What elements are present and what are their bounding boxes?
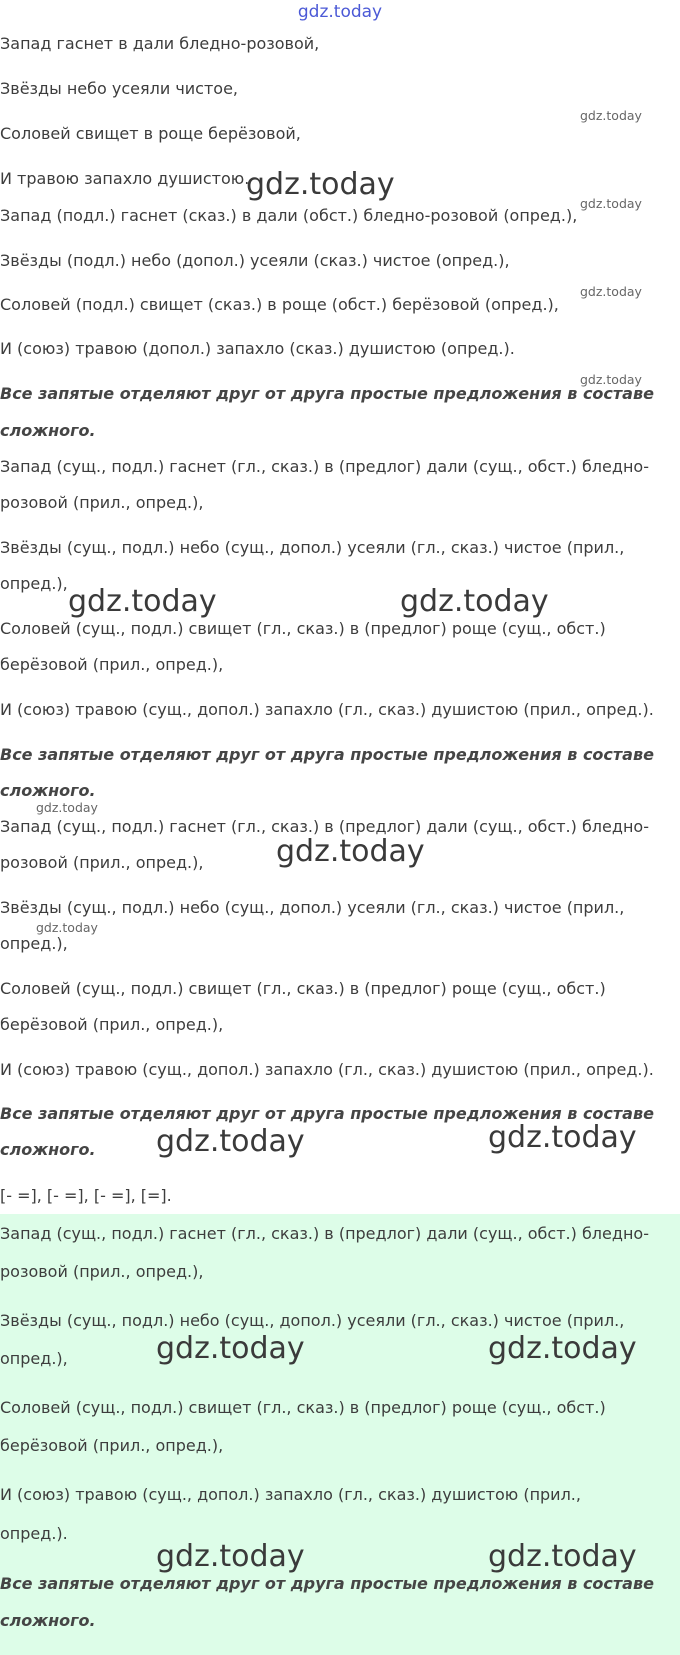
parse-line: И (союз) травою (допол.) запахло (сказ.) душистою (опред.). (0, 339, 515, 358)
parse-line: Соловей (сущ., подл.) свищет (гл., сказ.) в (предлог) роще (сущ., обст.) (0, 979, 606, 998)
watermark: gdz.today (580, 372, 642, 387)
note-text: Все запятые отделяют друг от друга простые предложения в составе (0, 745, 654, 764)
parse-line: Соловей (сущ., подл.) свищет (гл., сказ.) в (предлог) роще (сущ., обст.) (0, 619, 606, 638)
parse-line: Звёзды (сущ., подл.) небо (сущ., допол.) усеяли (гл., сказ.) чистое (прил., (0, 898, 625, 917)
note-text: сложного. (0, 781, 96, 800)
parse-line: И (союз) травою (сущ., допол.) запахло (гл., сказ.) душистою (прил., опред.). (0, 700, 654, 719)
parse-line: розовой (прил., опред.), (0, 1262, 204, 1281)
watermark: gdz.today (276, 834, 425, 869)
parse-line: розовой (прил., опред.), (0, 493, 204, 512)
parse-line: берёзовой (прил., опред.), (0, 1015, 224, 1034)
parse-line: Звёзды (подл.) небо (допол.) усеяли (сказ.) чистое (опред.), (0, 251, 510, 270)
parse-line: И (союз) травою (сущ., допол.) запахло (гл., сказ.) душистою (прил., (0, 1485, 581, 1504)
watermark: gdz.today (580, 108, 642, 123)
watermark: gdz.today (488, 1120, 637, 1155)
parse-line: Соловей (сущ., подл.) свищет (гл., сказ.) в (предлог) роще (сущ., обст.) (0, 1398, 606, 1417)
watermark: gdz.today (580, 196, 642, 211)
parse-line: Запад (сущ., подл.) гаснет (гл., сказ.) в (предлог) дали (сущ., обст.) бледно- (0, 1224, 649, 1243)
poem-line: Звёзды небо усеяли чистое, (0, 79, 238, 98)
watermark: gdz.today (36, 920, 98, 935)
note-text: Все запятые отделяют друг от друга простые предложения в составе (0, 1104, 654, 1123)
parse-line: розовой (прил., опред.), (0, 853, 204, 872)
note-text: Все запятые отделяют друг от друга простые предложения в составе (0, 384, 654, 403)
parse-line: Звёзды (сущ., подл.) небо (сущ., допол.) усеяли (гл., сказ.) чистое (прил., (0, 1311, 625, 1330)
poem-line: Соловей свищет в роще берёзовой, (0, 124, 301, 143)
parse-line: опред.), (0, 574, 68, 593)
watermark: gdz.today (68, 584, 217, 619)
watermark: gdz.today (156, 1331, 305, 1366)
parse-line: опред.). (0, 1524, 68, 1543)
watermark: gdz.today (580, 284, 642, 299)
watermark: gdz.today (36, 800, 98, 815)
site-header[interactable]: gdz.today (297, 2, 383, 22)
note-text: Все запятые отделяют друг от друга простые предложения в составе (0, 1574, 654, 1593)
watermark: gdz.today (400, 584, 549, 619)
parse-line: Запад (сущ., подл.) гаснет (гл., сказ.) в (предлог) дали (сущ., обст.) бледно- (0, 457, 649, 476)
note-text: сложного. (0, 1611, 96, 1630)
parse-line: опред.), (0, 1349, 68, 1368)
parse-line: Соловей (подл.) свищет (сказ.) в роще (обст.) берёзовой (опред.), (0, 295, 559, 314)
poem-line: И травою запахло душистою. (0, 169, 250, 188)
parse-line: Запад (сущ., подл.) гаснет (гл., сказ.) в (предлог) дали (сущ., обст.) бледно- (0, 817, 649, 836)
parse-line: И (союз) травою (сущ., допол.) запахло (гл., сказ.) душистою (прил., опред.). (0, 1060, 654, 1079)
parse-line: Звёзды (сущ., подл.) небо (сущ., допол.) усеяли (гл., сказ.) чистое (прил., (0, 538, 625, 557)
parse-line: Запад (подл.) гаснет (сказ.) в дали (обст.) бледно-розовой (опред.), (0, 206, 578, 225)
watermark: gdz.today (488, 1539, 637, 1574)
sentence-scheme: [- =], [- =], [- =], [=]. (0, 1186, 172, 1205)
poem-line: Запад гаснет в дали бледно-розовой, (0, 34, 320, 53)
watermark: gdz.today (156, 1124, 305, 1159)
note-text: сложного. (0, 421, 96, 440)
note-text: сложного. (0, 1140, 96, 1159)
watermark: gdz.today (156, 1539, 305, 1574)
watermark: gdz.today (488, 1331, 637, 1366)
parse-line: берёзовой (прил., опред.), (0, 655, 224, 674)
parse-line: берёзовой (прил., опред.), (0, 1436, 224, 1455)
parse-line: опред.), (0, 934, 68, 953)
watermark: gdz.today (246, 167, 395, 202)
